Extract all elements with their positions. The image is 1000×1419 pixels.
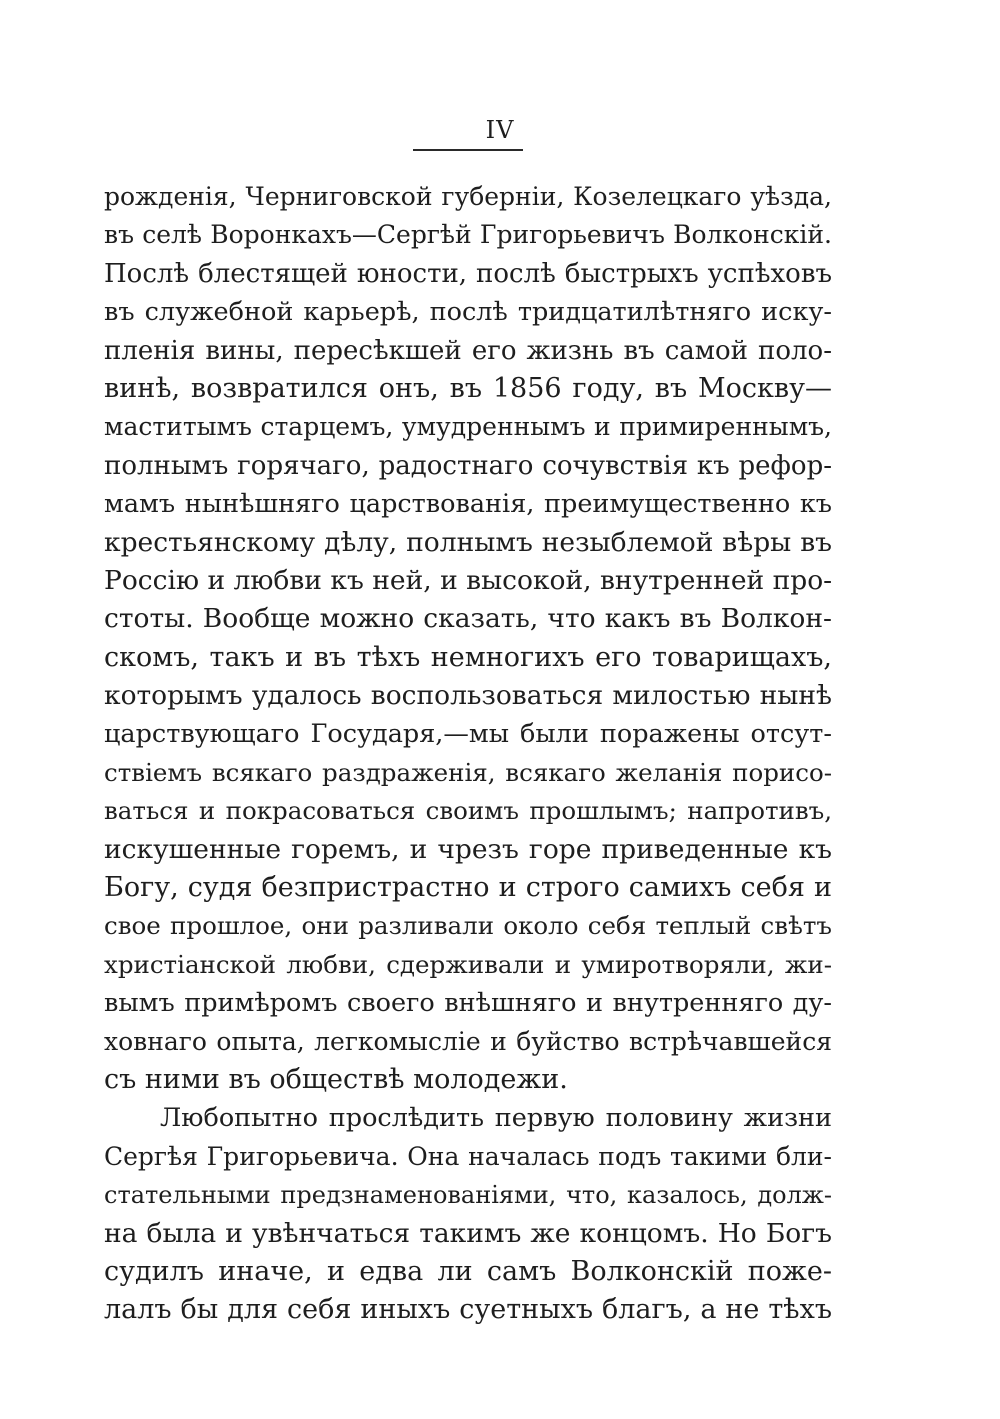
text-line: вымъ примѣромъ своего внѣшняго и внутренняго ду- bbox=[104, 988, 832, 1019]
text-line: стательными предзнаменованіями, что, казалось, долж- bbox=[104, 1181, 832, 1210]
text-line: въ селѣ Воронкахъ—Сергѣй Григорьевичъ Волконскій. bbox=[104, 220, 832, 250]
text-line: Сергѣя Григорьевича. Она началась подъ такими бли- bbox=[104, 1141, 832, 1171]
text-line: стоты. Вообще можно сказать, что какъ въ Волкон- bbox=[104, 603, 832, 635]
text-line: рожденія, Черниговской губерніи, Козелецкаго уѣзда, bbox=[104, 182, 832, 211]
text-line: винѣ, возвратился онъ, въ 1856 году, въ Москву— bbox=[104, 372, 832, 404]
text-line: въ служебной карьерѣ, послѣ тридцатилѣтняго иску- bbox=[104, 297, 832, 328]
text-line: пленія вины, пересѣкшей его жизнь въ самой поло- bbox=[104, 335, 832, 366]
text-line: свое прошлое, они разливали около себя теплый свѣтъ bbox=[104, 911, 832, 941]
text-line: которымъ удалось воспользоваться милостью нынѣ bbox=[104, 680, 832, 712]
text-line: царствующаго Государя,—мы были поражены отсут- bbox=[104, 719, 832, 750]
text-line: Послѣ блестящей юности, послѣ быстрыхъ успѣховъ bbox=[104, 258, 832, 289]
header-rule bbox=[413, 149, 523, 151]
text-line: Богу, судя безпристрастно и строго самихъ себя и bbox=[104, 872, 832, 904]
text-line: полнымъ горячаго, радостнаго сочувствія къ рефор- bbox=[104, 450, 832, 481]
text-line: искушенные горемъ, и чрезъ горе приведенные къ bbox=[104, 833, 832, 865]
text-line: скомъ, такъ и въ тѣхъ немногихъ его товарищахъ, bbox=[104, 641, 832, 673]
text-line: маститымъ старцемъ, умудреннымъ и примиреннымъ, bbox=[104, 412, 832, 442]
text-line: крестьянскому дѣлу, полнымъ незыблемой вѣры въ bbox=[104, 526, 832, 558]
text-line: судилъ иначе, и едва ли самъ Волконскій поже- bbox=[104, 1255, 832, 1287]
text-line: Любопытно прослѣдить первую половину жизни bbox=[160, 1103, 832, 1134]
text-line: Россію и любви къ ней, и высокой, внутренней про- bbox=[104, 564, 833, 596]
text-line: мамъ нынѣшняго царствованія, преимущественно къ bbox=[104, 489, 832, 520]
page-number: IV bbox=[485, 116, 515, 144]
text-line: на была и увѣнчаться такимъ же концомъ. Но Богъ bbox=[104, 1217, 832, 1249]
text-line: ваться и покрасоваться своимъ прошлымъ; напротивъ, bbox=[104, 796, 832, 826]
text-line: ховнаго опыта, легкомысліе и буйство встрѣчавшейся bbox=[104, 1026, 832, 1056]
text-line: съ ними въ обществѣ молодежи. bbox=[104, 1063, 568, 1095]
text-line: лалъ бы для себя иныхъ суетныхъ благъ, а не тѣхъ bbox=[104, 1294, 832, 1326]
text-line: христіанской любви, сдерживали и умиротворяли, жи- bbox=[104, 949, 832, 979]
text-line: ствіемъ всякаго раздраженія, всякаго желанія порисо- bbox=[104, 757, 832, 787]
page-text bbox=[104, 178, 832, 1330]
